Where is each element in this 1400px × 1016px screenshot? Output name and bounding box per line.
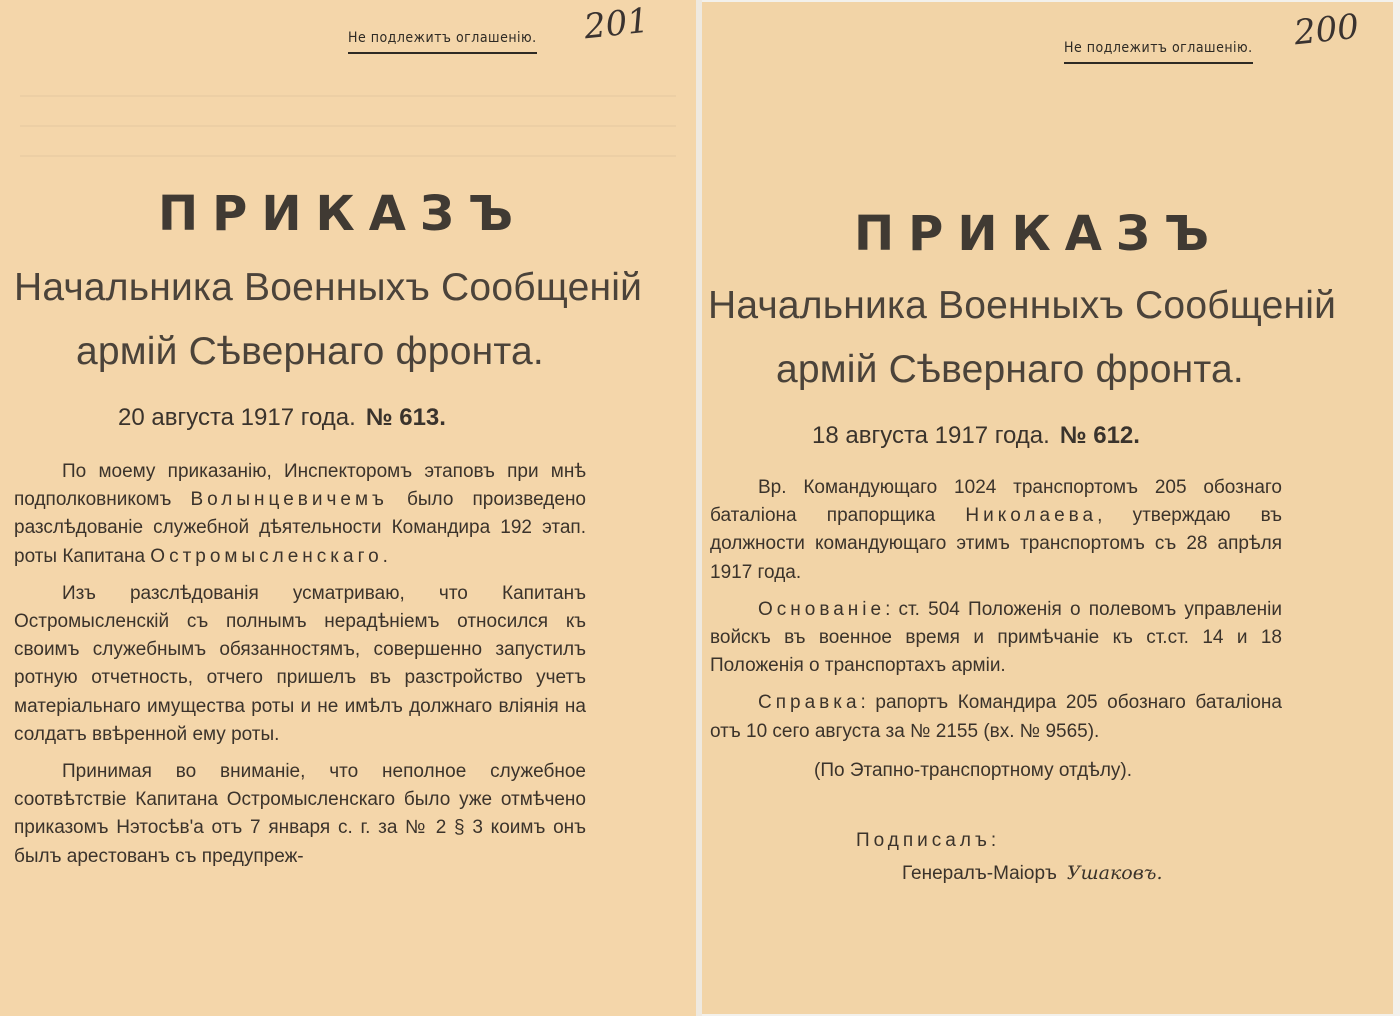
paragraph: Изъ разслѣдованія усматриваю, что Капитанъ Остромысленскій съ полнымъ нерадѣніемъ относился къ своимъ служебнымъ обязанностямъ, совершенно запустилъ ротную отчетность, отчего пришелъ въ разстройство учетъ матеріальнаго имущества роты и не имѣлъ должнаго вліянія на солдатъ ввѣренной ему роты. bbox=[14, 582, 586, 745]
person-name: Николаева bbox=[965, 505, 1098, 527]
person-name: Остромысленскаго. bbox=[150, 545, 392, 567]
order-heading-line-2: армій Сѣвернаго фронта. bbox=[776, 348, 1244, 391]
signer-rank: Генералъ-Маіоръ bbox=[902, 863, 1057, 884]
order-title: ПРИКАЗЪ bbox=[854, 206, 1224, 262]
paragraph: Основаніе: ст. 504 Положенія о полевомъ управленіи войскъ въ военное время и примѣчаніе къ ст.ст. 14 и 18 Положенія о транспортахъ арміи. bbox=[710, 598, 1282, 677]
paragraph: Принимая во вниманіе, что неполное служебное соотвѣтствіе Капитана Остромысленскаго было уже отмѣчено приказомъ Нэтосѣв'а отъ 7 января с. г. за № 2 § 3 коимъ онъ былъ арестованъ съ предупреж- bbox=[14, 761, 586, 867]
order-dateline bbox=[812, 422, 1140, 450]
paragraph: Справка: рапортъ Командира 205 обознаго баталіона отъ 10 сего августа за № 2155 (вх. № 9565). bbox=[710, 692, 1282, 742]
order-body bbox=[14, 458, 586, 880]
order-body bbox=[710, 474, 1282, 755]
document-page-left bbox=[0, 0, 696, 1016]
signer-name: Ушаковъ. bbox=[1066, 862, 1163, 884]
paragraph: По моему приказанію, Инспекторомъ этаповъ при мнѣ подполковникомъ Волынцевичемъ было произведено разслѣдованіе служебной дѣятельности Командира 192 этап. роты Капитана Остромысленскаго. bbox=[14, 461, 586, 567]
order-number: № 613. bbox=[365, 404, 446, 431]
order-heading-line-1: Начальника Военныхъ Сообщеній bbox=[14, 266, 643, 309]
paragraph: Вр. Командующаго 1024 транспортомъ 205 обознаго баталіона прапорщика Николаева, утверждаю въ должности командующаго этимъ транспортомъ съ 28 апрѣля 1917 года. bbox=[710, 477, 1282, 583]
order-date: 18 августа 1917 года. bbox=[812, 422, 1050, 449]
bleed-through-line bbox=[20, 155, 676, 157]
signature-line bbox=[902, 862, 1163, 885]
folio-number: 200 bbox=[1292, 6, 1361, 54]
order-number: № 612. bbox=[1059, 422, 1140, 449]
order-heading-line-2: армій Сѣвернаго фронта. bbox=[76, 330, 544, 373]
order-title: ПРИКАЗЪ bbox=[158, 186, 528, 242]
document-page-right bbox=[702, 2, 1393, 1014]
order-date: 20 августа 1917 года. bbox=[118, 404, 356, 431]
confidential-stamp: Не подлежитъ оглашенію. bbox=[1064, 40, 1253, 64]
order-dateline bbox=[118, 404, 446, 432]
order-heading-line-1: Начальника Военныхъ Сообщеній bbox=[708, 284, 1337, 327]
confidential-stamp: Не подлежитъ оглашенію. bbox=[348, 30, 537, 54]
bleed-through-line bbox=[20, 95, 676, 97]
signed-label: Подписалъ: bbox=[856, 830, 1001, 851]
bleed-through-line bbox=[20, 125, 676, 127]
person-name: Волынцевичемъ bbox=[190, 489, 388, 511]
folio-number: 201 bbox=[582, 0, 651, 48]
basis-label: Основаніе bbox=[758, 598, 886, 620]
department-note: (По Этапно-транспортному отдѣлу). bbox=[814, 760, 1133, 781]
reference-label: Справка bbox=[758, 692, 861, 714]
